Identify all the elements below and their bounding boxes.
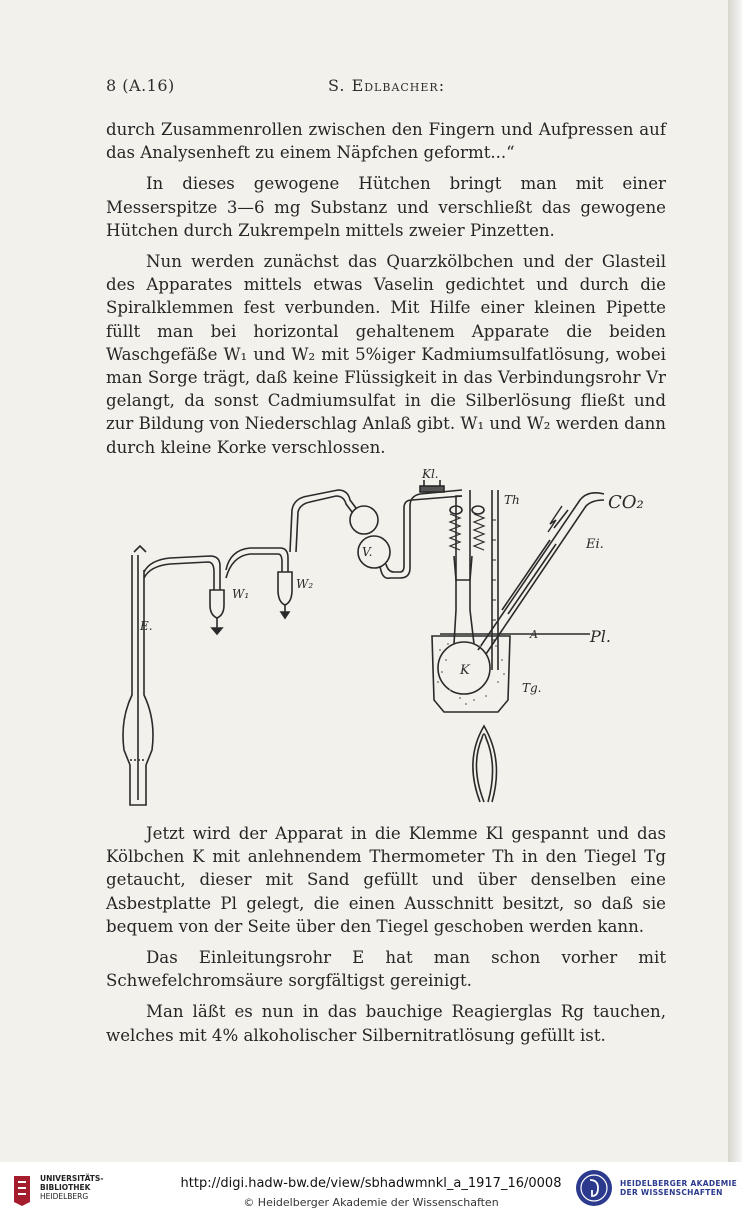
spiral-clamps — [450, 506, 484, 550]
academy-seal-icon — [574, 1168, 614, 1208]
label-tg: Tg. — [522, 681, 542, 695]
label-e: E. — [140, 619, 153, 633]
label-v: V. — [362, 545, 373, 559]
body-text-top — [106, 118, 666, 459]
label-kl: Kl. — [422, 467, 439, 481]
paragraph: durch Zusammenrollen zwischen den Fingern und Aufpressen auf das Analysenheft zu einem Näpfchen geformt...“ — [106, 120, 666, 163]
label-w2: W₂ — [296, 577, 314, 591]
label-co2: CO₂ — [608, 492, 644, 513]
label-th: Th — [504, 493, 520, 507]
clamp-kl — [420, 480, 444, 492]
label-a: A — [530, 628, 538, 641]
paragraph: Jetzt wird der Apparat in die Klemme Kl gespannt und das Kölbchen K mit anlehnendem Thermometer Th in den Tiegel Tg getaucht, dieser mit Sand gefüllt und über denselben eine Asbestplatte Pl gelegt, die einen Ausschnitt besitzt, so daß sie bequem von der Seite über den Tiegel geschoben werden kann. — [106, 824, 666, 936]
copyright-notice: © Heidelberger Akademie der Wissenschaften — [243, 1196, 499, 1209]
apparatus-figure — [110, 460, 700, 810]
body-text-bottom — [106, 822, 666, 1047]
academy-name: HEIDELBERGER AKADEMIE DER WISSENSCHAFTEN — [620, 1179, 738, 1197]
university-library-name: UNIVERSITÄTS- BIBLIOTHEK HEIDELBERG — [40, 1174, 104, 1201]
label-pl: Pl. — [590, 627, 611, 646]
bulb-v — [350, 490, 462, 578]
page-edge — [728, 0, 742, 1162]
label-ei: Ei. — [586, 537, 604, 552]
paragraph: Man läßt es nun in das bauchige Reagierglas Rg tauchen, welches mit 4% alkoholischer Silbernitratlösung gefüllt ist. — [106, 1002, 666, 1045]
permalink-url[interactable]: http://digi.hadw-bw.de/view/sbhadwmnkl_a_1917_16/0008 — [180, 1176, 562, 1191]
label-w1: W₁ — [232, 587, 250, 601]
label-k: K — [460, 663, 470, 678]
page-number: 8 (A.16) — [106, 76, 175, 95]
running-author: S. Edlbacher: — [328, 76, 446, 95]
inlet-tube-e — [123, 546, 153, 805]
paragraph: Das Einleitungsrohr E hat man schon vorher mit Schwefelchromsäure sorgfältigst gereinigt. — [106, 948, 666, 991]
paragraph: In dieses gewogene Hütchen bringt man mit einer Messerspitze 3—6 mg Substanz und verschließt das gewogene Hütchen durch Zukrempeln mittels zweier Pinzetten. — [106, 174, 666, 240]
burner-flame — [473, 726, 497, 802]
co2-inlet-tube — [478, 493, 604, 654]
running-head — [106, 76, 666, 98]
wash-tubes — [144, 490, 356, 634]
paragraph: Nun werden zunächst das Quarzkölbchen und der Glasteil des Apparates mittels etwas Vaselin gedichtet und durch die Spiralklemmen fest verbunden. Mit Hilfe einer kleinen Pipette füllt man bei horizontal gehaltenem Apparate die beiden Waschgefäße W₁ und W₂ mit 5%iger Kadmiumsulfatlösung, wobei man Sorge trägt, daß keine Flüssigkeit in das Verbindungsrohr Vr gelangt, da sonst Cadmiumsulfat in die Silberlösung fließt und zur Bildung von Niederschlag Anlaß gibt. W₁ und W₂ werden dann durch kleine Korke verschlossen. — [106, 252, 666, 457]
viewer-footer — [0, 1162, 742, 1216]
